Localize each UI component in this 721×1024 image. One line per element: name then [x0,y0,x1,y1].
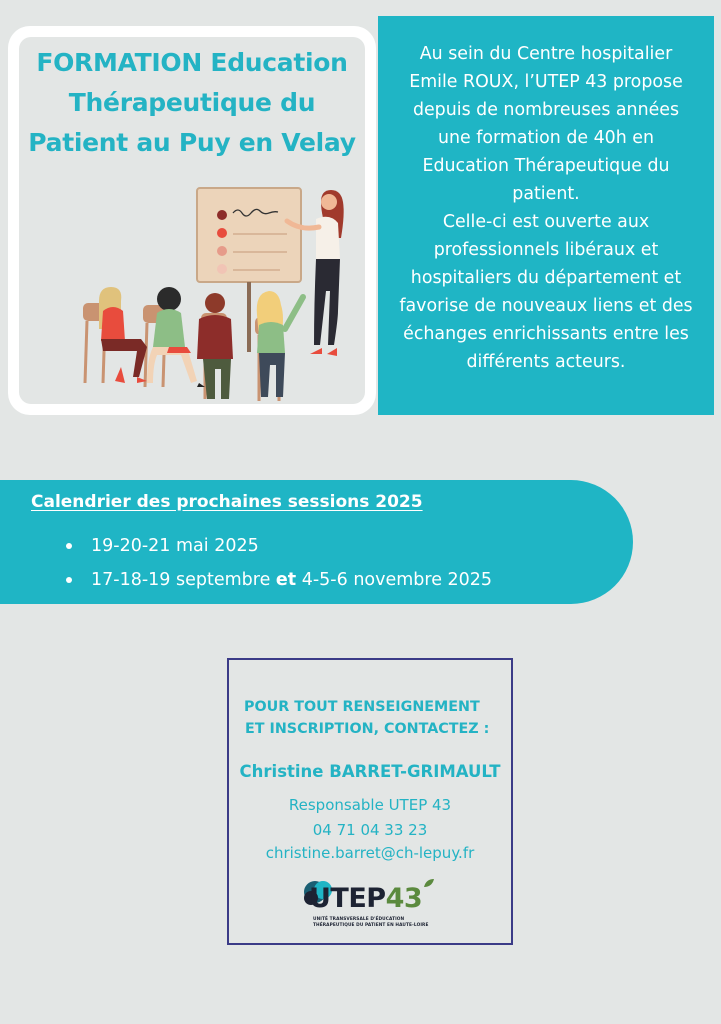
session-text [91,568,492,592]
contact-name: Christine BARRET-GRIMAULT [239,762,501,781]
bullet-icon [66,577,72,583]
title-line-2: Thérapeutique du [68,88,316,117]
intro-line: depuis de nombreuses années [412,100,680,120]
logo-number: 43 [385,883,423,914]
intro-line: Emile ROUX, l’UTEP 43 propose [409,72,683,92]
session-dates-part-2: 4-5-6 novembre 2025 [296,570,493,590]
intro-text [378,40,714,376]
calendar-title: Calendrier des prochaines sessions 2025 [31,492,423,512]
intro-line: une formation de 40h en [438,128,654,148]
title-card-inner [19,37,365,404]
session-connector: et [275,570,297,590]
utep43-logo [299,878,439,938]
intro-line: Au sein du Centre hospitalier [419,44,673,64]
intro-line: professionnels libéraux et [433,240,659,260]
intro-line: Celle-ci est ouverte aux [442,212,650,232]
contact-email[interactable]: christine.barret@ch-lepuy.fr [265,844,475,862]
session-text: 19-20-21 mai 2025 [91,536,259,556]
intro-line: différents acteurs. [466,352,626,372]
title-card [8,26,376,415]
logo-wordmark [309,884,422,914]
title-line-3: Patient au Puy en Velay [28,128,356,157]
logo-word: UTEP [309,883,386,914]
title-line-1: FORMATION Education [36,48,348,77]
logo-subtitle-line: UNITÉ TRANSVERSALE D'ÉDUCATION [313,917,405,922]
contact-phone[interactable]: 04 71 04 33 23 [312,821,428,839]
contact-header-line: POUR TOUT RENSEIGNEMENT [244,699,480,715]
intro-line: hospitaliers du département et [410,268,682,288]
intro-line: patient. [512,184,580,204]
bullet-icon [66,543,72,549]
contact-role: Responsable UTEP 43 [288,796,452,814]
intro-line: favorise de nouveaux liens et des [399,296,693,316]
contact-box [227,658,513,945]
sessions-calendar [0,480,633,604]
contact-header [244,696,489,740]
contact-header-line: ET INSCRIPTION, CONTACTEZ : [245,721,490,737]
training-classroom-illustration [65,187,349,404]
logo-subtitle-line: THÉRAPEUTIQUE DU PATIENT EN HAUTE-LOIRE [313,923,429,928]
page-title [19,43,365,163]
session-dates-part-1: 17-18-19 septembre [91,570,276,590]
leaf-icon [423,878,435,888]
intro-panel [378,16,714,415]
intro-line: Education Thérapeutique du [422,156,670,176]
intro-line: échanges enrichissants entre les [403,324,689,344]
